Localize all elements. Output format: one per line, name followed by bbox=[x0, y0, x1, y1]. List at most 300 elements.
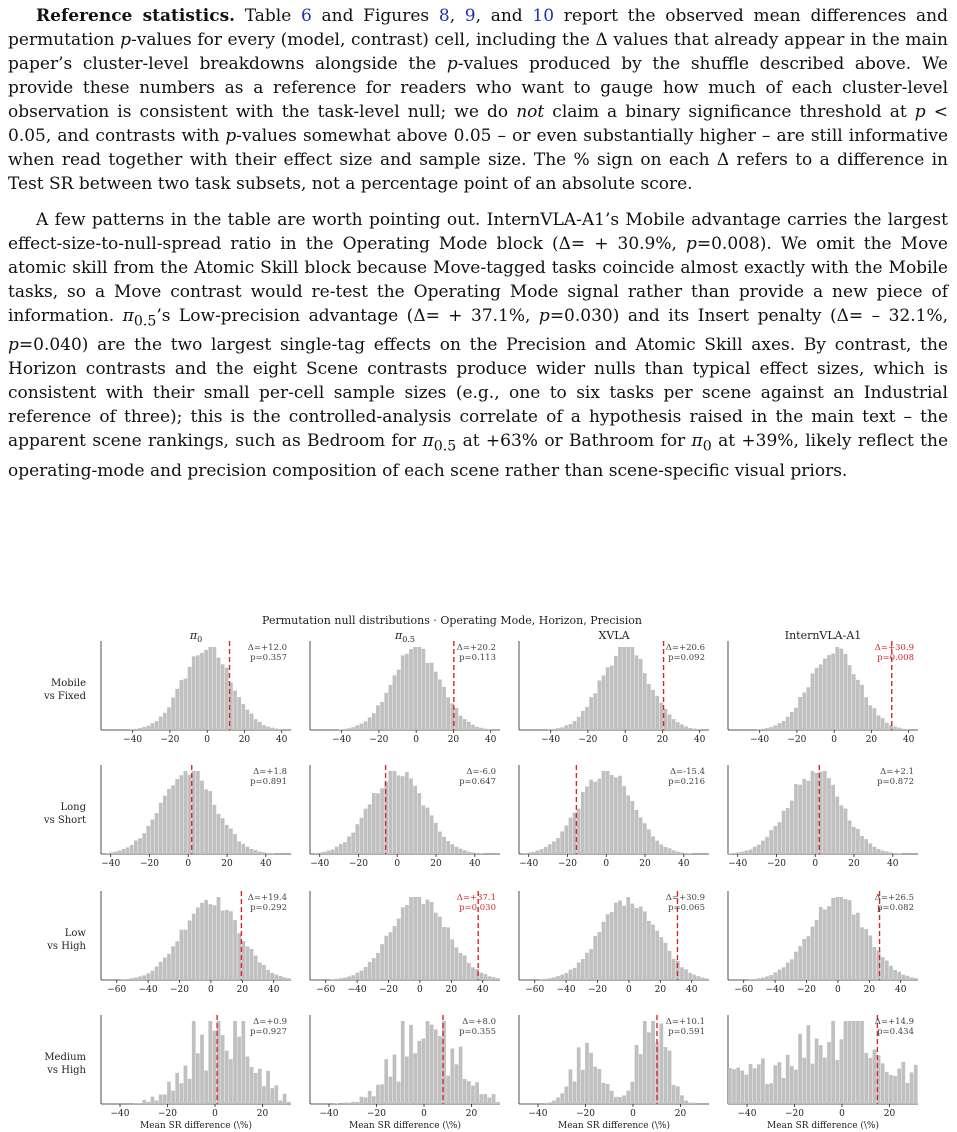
histogram-bar bbox=[786, 1055, 790, 1104]
x-tick-label: 0 bbox=[839, 1109, 845, 1119]
histogram-bar bbox=[864, 1053, 868, 1104]
x-tick-label: 40 bbox=[887, 859, 899, 869]
histogram-bar bbox=[910, 1072, 914, 1104]
histogram-bar bbox=[237, 697, 241, 730]
histogram-bar bbox=[626, 1091, 630, 1104]
x-tick-label: −20 bbox=[576, 1109, 595, 1119]
histogram-bar bbox=[655, 931, 659, 980]
histogram-bar bbox=[815, 773, 819, 854]
histogram-bar bbox=[556, 838, 560, 854]
histogram-bar bbox=[355, 1102, 359, 1104]
x-tick-label: 0 bbox=[831, 735, 838, 745]
histogram-bar bbox=[827, 655, 831, 730]
x-tick-label: 20 bbox=[848, 859, 860, 869]
row-label: vs Short bbox=[43, 815, 86, 826]
row-label: Long bbox=[60, 802, 86, 813]
math-subscript: 0.5 bbox=[133, 313, 157, 330]
x-tick-label: −40 bbox=[541, 735, 561, 745]
histogram-bar bbox=[631, 647, 635, 730]
histogram-bar bbox=[422, 649, 426, 730]
histogram-bar bbox=[426, 1021, 430, 1104]
histogram-bar bbox=[831, 898, 835, 980]
histogram-bar bbox=[873, 847, 877, 854]
histogram-bar bbox=[794, 1070, 798, 1104]
histogram-bar bbox=[250, 849, 254, 854]
histogram-bar bbox=[552, 729, 556, 730]
histogram-bar bbox=[573, 721, 577, 730]
row-label: Medium bbox=[44, 1052, 86, 1063]
histogram-bar bbox=[475, 853, 479, 854]
text-run: ’s Low-precision advantage (Δ= + 37.1%, bbox=[156, 306, 539, 326]
paragraph-heading: Reference statistics. bbox=[36, 6, 236, 26]
histogram-bar bbox=[384, 936, 388, 980]
row-label: Low bbox=[64, 928, 86, 939]
histogram-bar bbox=[459, 1047, 463, 1104]
histogram-bar bbox=[757, 729, 761, 730]
histogram-bar bbox=[155, 813, 159, 854]
histogram-bar bbox=[270, 1088, 274, 1104]
histogram-bar bbox=[279, 976, 283, 980]
histogram-bar bbox=[856, 913, 860, 980]
histogram-bar bbox=[270, 728, 274, 730]
histogram-bar bbox=[581, 711, 585, 730]
histogram-bar bbox=[618, 647, 622, 730]
histogram-bar bbox=[221, 818, 225, 854]
p-value-annotation: p=0.647 bbox=[459, 777, 496, 787]
histogram-bar bbox=[852, 827, 856, 854]
histogram-bar bbox=[589, 949, 593, 980]
histogram-bar bbox=[901, 1062, 905, 1104]
x-tick-label: 20 bbox=[863, 985, 876, 995]
histogram-bar bbox=[274, 1085, 278, 1104]
x-tick-label: −40 bbox=[101, 859, 121, 869]
histogram-bar bbox=[463, 955, 467, 980]
histogram-bar bbox=[680, 1095, 684, 1104]
histogram-bar bbox=[552, 1101, 556, 1104]
histogram-bar bbox=[593, 936, 597, 980]
x-tick-label: −20 bbox=[785, 1109, 804, 1119]
histogram-bar bbox=[643, 673, 647, 730]
histogram-bar bbox=[668, 951, 672, 980]
histogram-bar bbox=[844, 899, 848, 980]
histogram-bar bbox=[233, 1021, 237, 1104]
histogram-bar bbox=[688, 1103, 692, 1104]
histogram-bar bbox=[823, 910, 827, 980]
histogram-bar bbox=[134, 729, 138, 730]
histogram-bar bbox=[246, 1056, 250, 1104]
histogram-bar bbox=[581, 959, 585, 980]
histogram-bar bbox=[684, 726, 688, 730]
histogram-bar bbox=[200, 653, 204, 730]
histogram-bar bbox=[200, 903, 204, 980]
histogram-bar bbox=[151, 1097, 155, 1104]
histogram-bar bbox=[134, 977, 138, 980]
histogram-bar bbox=[397, 1082, 401, 1104]
histogram-bar bbox=[647, 921, 651, 980]
histogram-bar bbox=[360, 818, 364, 854]
histogram-bar bbox=[287, 978, 291, 980]
histogram-bar bbox=[749, 849, 753, 854]
histogram-bar bbox=[113, 852, 117, 854]
histogram-bar bbox=[179, 680, 183, 730]
histogram-bar bbox=[906, 1083, 910, 1104]
p-value-annotation: p=0.872 bbox=[877, 777, 914, 787]
delta-annotation: Δ=+30.9 bbox=[665, 893, 705, 903]
histogram-bar bbox=[769, 975, 773, 980]
histogram-bar bbox=[581, 1070, 585, 1104]
histogram-bar bbox=[446, 841, 450, 854]
histogram-bar bbox=[159, 1095, 163, 1104]
histogram-bar bbox=[560, 727, 564, 730]
histogram-bar bbox=[910, 977, 914, 980]
histogram-bar bbox=[778, 969, 782, 980]
histogram-bar bbox=[618, 1097, 622, 1104]
histogram-bar bbox=[196, 907, 200, 980]
x-tick-label: 20 bbox=[654, 985, 667, 995]
histogram-bar bbox=[556, 976, 560, 980]
histogram-bar bbox=[790, 1066, 794, 1104]
histogram-bar bbox=[483, 1094, 487, 1104]
histogram-bar bbox=[217, 814, 221, 854]
histogram-bar bbox=[126, 979, 130, 980]
histogram-bar bbox=[569, 970, 573, 980]
figure-link-8[interactable]: 8 bbox=[438, 6, 450, 26]
histogram-bar bbox=[471, 967, 475, 980]
histogram-bar bbox=[560, 975, 564, 980]
histogram-bar bbox=[200, 1035, 204, 1104]
histogram-bar bbox=[335, 1103, 339, 1104]
histogram-bar bbox=[606, 771, 610, 854]
histogram-bar bbox=[122, 849, 126, 854]
histogram-bar bbox=[676, 1086, 680, 1104]
histogram-bar bbox=[388, 932, 392, 980]
histogram-bar bbox=[221, 1035, 225, 1104]
histogram-bar bbox=[889, 966, 893, 980]
histogram-bar bbox=[405, 772, 409, 854]
histogram-bar bbox=[372, 713, 376, 730]
x-tick-label: −20 bbox=[379, 985, 399, 995]
histogram-bar bbox=[852, 915, 856, 980]
emphasis-not: not bbox=[516, 102, 545, 122]
histogram-bar bbox=[417, 793, 421, 854]
histogram-bar bbox=[659, 703, 663, 730]
x-tick-label: 20 bbox=[236, 985, 249, 995]
histogram-bar bbox=[459, 849, 463, 854]
histogram-bar bbox=[618, 776, 622, 854]
histogram-bar bbox=[355, 973, 359, 980]
x-tick-label: −40 bbox=[750, 735, 770, 745]
histogram-bar bbox=[523, 853, 527, 854]
histogram-bar bbox=[146, 1102, 150, 1104]
histogram-bar bbox=[442, 687, 446, 730]
histogram-bar bbox=[229, 829, 233, 854]
delta-annotation: Δ=+8.0 bbox=[462, 1017, 496, 1027]
histogram-bar bbox=[250, 949, 254, 980]
histogram-bar bbox=[258, 852, 262, 854]
column-header: InternVLA-A1 bbox=[784, 629, 862, 642]
x-tick-label: −60 bbox=[734, 985, 754, 995]
x-tick-label: 0 bbox=[630, 1109, 636, 1119]
histogram-bar bbox=[351, 833, 355, 854]
x-tick-label: 20 bbox=[445, 985, 458, 995]
histogram-bar bbox=[692, 1103, 696, 1104]
histogram-bar bbox=[798, 697, 802, 730]
histogram-bar bbox=[446, 697, 450, 730]
text-run: -values produced by the shuffle described above. We provide these numbers as a reference for readers who want to gauge how much of each cluster-level observation is consistent with the task-level null; we do bbox=[8, 54, 948, 122]
figure-link-9[interactable]: 9 bbox=[464, 6, 476, 26]
histogram-bar bbox=[455, 947, 459, 980]
x-tick-label: −20 bbox=[797, 985, 817, 995]
histogram-bar bbox=[372, 793, 376, 854]
histogram-bar bbox=[881, 1063, 885, 1104]
histogram-bar bbox=[163, 713, 167, 730]
histogram-bar bbox=[560, 1093, 564, 1104]
histogram-bar bbox=[188, 1079, 192, 1104]
delta-annotation: Δ=+10.1 bbox=[665, 1017, 705, 1027]
histogram-bar bbox=[651, 690, 655, 730]
histogram-bar bbox=[438, 679, 442, 730]
histogram-bar bbox=[647, 684, 651, 730]
histogram-bar bbox=[492, 977, 496, 980]
histogram-bar bbox=[614, 1097, 618, 1104]
histogram-bar bbox=[697, 976, 701, 980]
text-run: -values for every (model, contrast) cell, including the Δ values that already appear in the main paper’s cluster-level breakdowns alongside the bbox=[8, 30, 948, 74]
histogram-bar bbox=[552, 977, 556, 980]
histogram-bar bbox=[597, 932, 601, 980]
x-tick-label: 0 bbox=[212, 1109, 218, 1119]
x-tick-label: 40 bbox=[268, 985, 280, 995]
histogram-bar bbox=[790, 959, 794, 980]
x-tick-label: −20 bbox=[787, 735, 807, 745]
histogram-bar bbox=[897, 972, 901, 980]
histogram-bar bbox=[753, 1068, 757, 1104]
histogram-bar bbox=[597, 680, 601, 730]
histogram-bar bbox=[885, 723, 889, 730]
histogram-bar bbox=[626, 897, 630, 980]
histogram-bar bbox=[163, 1094, 167, 1104]
histogram-bar bbox=[806, 1025, 810, 1104]
histogram-bar bbox=[569, 724, 573, 730]
histogram-bar bbox=[802, 779, 806, 854]
histogram-bar bbox=[479, 973, 483, 980]
column-header: $\pi_{0.5}$ bbox=[395, 629, 415, 644]
histogram-bar bbox=[753, 847, 757, 854]
histogram-bar bbox=[897, 728, 901, 730]
x-tick-label: 0 bbox=[603, 859, 610, 869]
histogram-bar bbox=[372, 958, 376, 980]
x-tick-label: 20 bbox=[865, 735, 878, 745]
histogram-bar bbox=[585, 1043, 589, 1104]
delta-annotation: Δ=-6.0 bbox=[466, 767, 496, 777]
histogram-bar bbox=[761, 841, 765, 854]
histogram-bar bbox=[475, 1082, 479, 1104]
delta-annotation: Δ=+14.9 bbox=[874, 1017, 914, 1027]
histogram-bar bbox=[463, 850, 467, 854]
histogram-bar bbox=[393, 675, 397, 730]
p-value-annotation: p=0.216 bbox=[668, 777, 705, 787]
histogram-bar bbox=[668, 714, 672, 730]
x-tick-label: 40 bbox=[260, 859, 272, 869]
histogram-bar bbox=[672, 959, 676, 980]
histogram-bar bbox=[577, 809, 581, 854]
text-run: =0.030) and its Insert penalty (Δ= – 32.1%, bbox=[549, 306, 948, 326]
histogram-bar bbox=[773, 1065, 777, 1104]
histogram-bar bbox=[827, 1042, 831, 1104]
histogram-bar bbox=[769, 1083, 773, 1104]
histogram-bar bbox=[380, 1084, 384, 1104]
histogram-bar bbox=[122, 979, 126, 980]
histogram-bar bbox=[413, 897, 417, 980]
table-link[interactable]: 6 bbox=[301, 6, 312, 26]
histogram-bar bbox=[626, 647, 630, 730]
delta-annotation: Δ=+1.8 bbox=[253, 767, 287, 777]
histogram-bar bbox=[463, 1079, 467, 1104]
histogram-bar bbox=[151, 819, 155, 854]
histogram-bar bbox=[877, 715, 881, 730]
histogram-bar bbox=[606, 1084, 610, 1104]
math-p: p bbox=[8, 335, 19, 356]
histogram-bar bbox=[204, 1071, 208, 1105]
histogram-bar bbox=[701, 978, 705, 980]
histogram-bar bbox=[233, 691, 237, 730]
text-run: -values somewhat above 0.05 – or even substantially higher – are still informative when read together with their effect size and sample size. The % sign on each Δ refers to a difference in Test SR between two task subsets, not a percentage point of an absolute score. bbox=[8, 126, 948, 194]
x-tick-label: 0 bbox=[417, 985, 423, 995]
histogram-bar bbox=[380, 702, 384, 730]
histogram-bar bbox=[380, 788, 384, 854]
histogram-bar bbox=[864, 839, 868, 854]
x-tick-label: 0 bbox=[208, 985, 214, 995]
histogram-bar bbox=[483, 729, 487, 730]
histogram-bar bbox=[479, 1094, 483, 1104]
x-tick-label: −40 bbox=[319, 1109, 339, 1119]
histogram-bar bbox=[426, 900, 430, 980]
histogram-bar bbox=[467, 1081, 471, 1104]
histogram-bar bbox=[835, 1060, 839, 1104]
math-subscript: 0.5 bbox=[433, 438, 457, 455]
histogram-bar bbox=[364, 967, 368, 980]
histogram-bar bbox=[815, 920, 819, 980]
histogram-bar bbox=[831, 654, 835, 730]
histogram-bar bbox=[339, 844, 343, 854]
text-run: at +63% or Bathroom for bbox=[456, 431, 692, 452]
x-tick-label: 40 bbox=[469, 859, 481, 869]
histogram-bar bbox=[782, 967, 786, 980]
row-label: vs Fixed bbox=[43, 691, 86, 702]
x-tick-label: 20 bbox=[221, 859, 233, 869]
histogram-bar bbox=[384, 693, 388, 730]
histogram-bar bbox=[848, 665, 852, 730]
delta-annotation: Δ=+37.1 bbox=[456, 893, 496, 903]
histogram-bar bbox=[459, 953, 463, 980]
histogram-bar bbox=[471, 1086, 475, 1104]
x-tick-label: −20 bbox=[369, 735, 389, 745]
p-value-annotation: p=0.092 bbox=[668, 653, 705, 663]
histogram-bar bbox=[761, 978, 765, 980]
histogram-bar bbox=[442, 927, 446, 980]
histogram-bar bbox=[740, 852, 744, 854]
figure-link-10[interactable]: 10 bbox=[532, 6, 555, 26]
histogram-bar bbox=[835, 897, 839, 980]
histogram-bar bbox=[798, 946, 802, 980]
x-tick-label: −40 bbox=[737, 1109, 757, 1119]
histogram-bar bbox=[364, 721, 368, 730]
histogram-bar bbox=[651, 925, 655, 980]
histogram-bar bbox=[757, 845, 761, 854]
histogram-bar bbox=[196, 771, 200, 854]
histogram-bar bbox=[413, 1053, 417, 1104]
math-p: p bbox=[120, 30, 132, 50]
histogram-bar bbox=[237, 1037, 241, 1104]
histogram-bar bbox=[163, 796, 167, 854]
histogram-bar bbox=[351, 975, 355, 980]
histogram-bar bbox=[225, 910, 229, 980]
histogram-bar bbox=[138, 1103, 142, 1104]
histogram-bar bbox=[668, 848, 672, 854]
histogram-bar bbox=[844, 654, 848, 730]
x-axis-label: Mean SR difference (\%) bbox=[140, 1121, 252, 1131]
histogram-bar bbox=[885, 1072, 889, 1104]
histogram-bar bbox=[556, 1097, 560, 1104]
x-tick-label: −20 bbox=[766, 859, 786, 869]
histogram-bar bbox=[250, 1067, 254, 1104]
p-value-annotation: p=0.008 bbox=[877, 653, 914, 663]
histogram-bar bbox=[241, 1021, 245, 1104]
histogram-bar bbox=[347, 976, 351, 980]
x-tick-label: 40 bbox=[693, 735, 706, 745]
histogram-bar bbox=[360, 724, 364, 730]
histogram-bar bbox=[597, 779, 601, 854]
histogram-bar bbox=[422, 1038, 426, 1104]
histogram-bar bbox=[331, 979, 335, 980]
histogram-bar bbox=[142, 727, 146, 730]
histogram-bar bbox=[287, 1102, 291, 1104]
histogram-bar bbox=[844, 1021, 848, 1104]
x-tick-label: 20 bbox=[238, 735, 251, 745]
histogram-bar bbox=[659, 845, 663, 854]
histogram-bar bbox=[556, 728, 560, 730]
x-tick-label: 20 bbox=[639, 859, 651, 869]
histogram-bar bbox=[618, 900, 622, 980]
text-run: claim a binary significance threshold at bbox=[544, 102, 915, 122]
x-tick-label: −20 bbox=[557, 859, 577, 869]
histogram-bar bbox=[213, 905, 217, 980]
histogram-bar bbox=[602, 922, 606, 980]
histogram-bar bbox=[672, 850, 676, 854]
histogram-bar bbox=[823, 659, 827, 730]
histogram-bar bbox=[279, 729, 283, 730]
histogram-bar bbox=[368, 717, 372, 730]
histogram-bar bbox=[819, 664, 823, 730]
text-run: < 0.05, and contrasts with bbox=[8, 102, 948, 146]
histogram-bar bbox=[463, 719, 467, 730]
histogram-bar bbox=[368, 804, 372, 854]
histogram-bar bbox=[901, 975, 905, 980]
histogram-bar bbox=[171, 785, 175, 854]
histogram-bar bbox=[831, 1021, 835, 1104]
histogram-bar bbox=[614, 903, 618, 980]
histogram-bar bbox=[664, 1047, 668, 1104]
histogram-bar bbox=[589, 697, 593, 730]
histogram-bar bbox=[614, 777, 618, 854]
histogram-bar bbox=[782, 721, 786, 730]
histogram-bar bbox=[254, 1073, 258, 1104]
histogram-bar bbox=[728, 853, 732, 854]
histogram-bar bbox=[647, 829, 651, 854]
histogram-bar bbox=[430, 815, 434, 854]
histogram-bar bbox=[492, 1094, 496, 1104]
histogram-bar bbox=[786, 717, 790, 730]
histogram-bar bbox=[906, 729, 910, 730]
